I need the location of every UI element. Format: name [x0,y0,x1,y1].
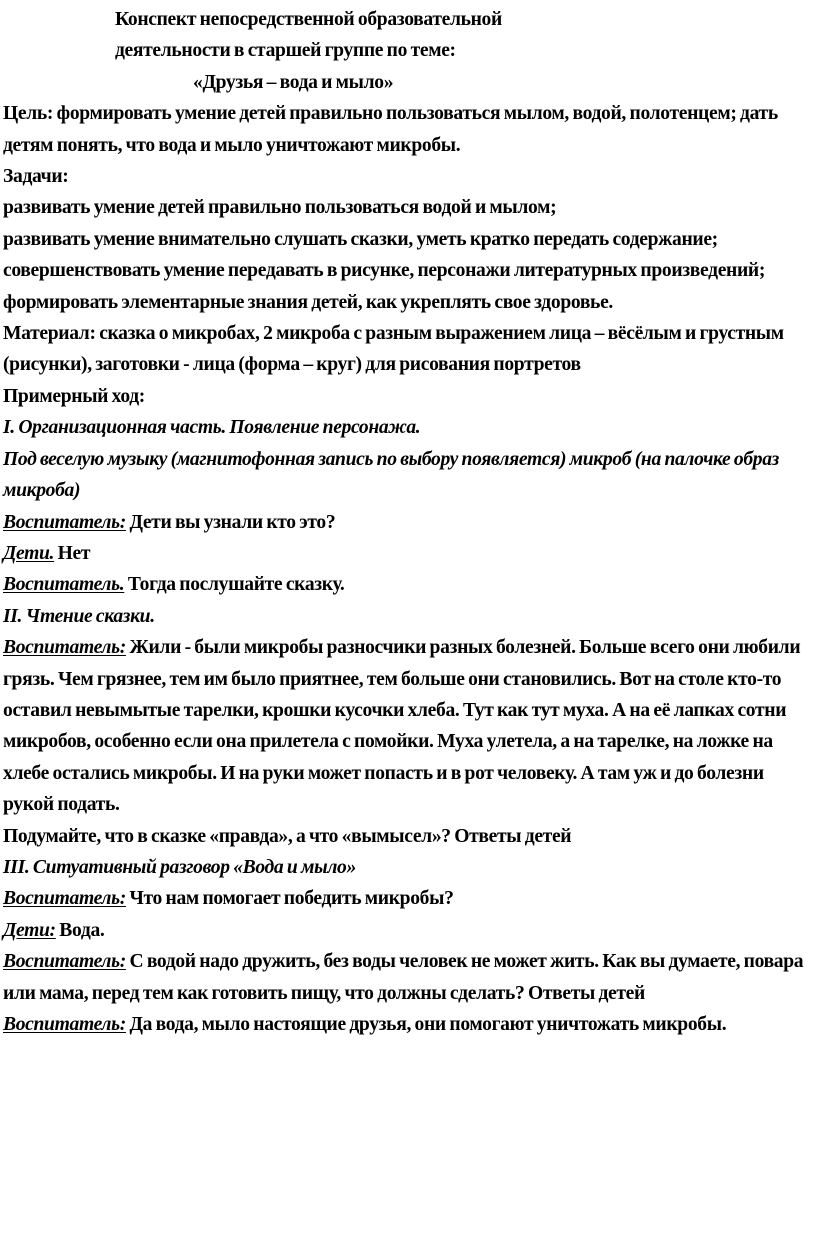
speaker-label: Воспитатель: [3,637,126,659]
dialogue-line [3,946,810,1009]
dialogue-text: Дети вы узнали кто это? [125,511,336,533]
section1-heading: I. Организационная часть. Появление персонажа. [3,417,421,439]
dialogue-line [3,507,810,538]
goal-text: формировать умение детей правильно пользоваться мылом, водой, полотенцем; дать детям понять, что вода и мыло уничтожают микробы. [3,103,778,156]
tasks-label: Задачи: [3,166,69,188]
dialogue-line [3,883,810,914]
section2-heading: II. Чтение сказки. [3,605,155,627]
task-item: развивать умение внимательно слушать сказки, уметь кратко передать содержание; [3,228,718,250]
title-line-3: «Друзья – вода и мыло» [193,71,394,93]
material-paragraph [3,318,810,381]
dialogue-text: Вода. [55,919,105,941]
title-line-2: деятельности в старшей группе по теме: [115,40,456,62]
material-text: сказка о микробах, 2 микроба с разным выражением лица – вёсёлым и грустным (рисунки), заготовки - лица (форма – круг) для рисования портретов [3,323,784,376]
speaker-label: Воспитатель: [3,1014,126,1035]
story-question: Подумайте, что в сказке «правда», а что «вымысел»? Ответы детей [3,825,572,847]
material-label: Материал: [3,323,96,345]
story-text: Жили - были микробы разносчики разных болезней. Больше всего они любили грязь. Чем грязнее, тем им было приятнее, тем больше они становились. Вот на столе кто-то оставил невымытые тарелки, крошки кусочки хлеба. Тут как тут муха. А на её лапках сотни микробов, особенно если она прилетела с помойки. Муха улетела, а на тарелке, на ложке на хлебе остались микробы. И на руки может попасть и в рот человеку. А там уж и до болезни рукой подать. [3,637,801,816]
dialogue-text: Нет [54,542,91,564]
speaker-label: Воспитатель. [3,574,125,596]
course-label: Примерный ход: [3,385,145,407]
speaker-label: Воспитатель: [3,951,126,973]
dialogue-line [3,569,810,600]
dialogue-line [3,538,810,569]
section1-intro: Под веселую музыку (магнитофонная запись по выбору появляется) микроб (на палочке образ микроба) [3,448,779,502]
speaker-label: Воспитатель: [3,511,126,533]
speaker-label: Дети: [3,919,56,941]
task-item: развивать умение детей правильно пользоваться водой и мылом; [3,197,557,219]
dialogue-text: Да вода, мыло настоящие друзья, они помогают уничтожать микробы. [125,1014,727,1035]
speaker-label: Дети. [3,542,55,564]
goal-paragraph [3,98,810,161]
dialogue-text: Тогда послушайте сказку. [124,574,345,596]
task-item: формировать элементарные знания детей, как укреплять свое здоровье. [3,291,613,313]
dialogue-text: С водой надо дружить, без воды человек не может жить. Как вы думаете, повара или мама, перед тем как готовить пищу, что должны сделать? Ответы детей [3,951,804,1004]
dialogue-text: Что нам помогает победить микробы? [125,888,454,910]
dialogue-line [3,915,810,946]
title-line-1: Конспект непосредственной образовательной [115,9,502,30]
task-item: совершенствовать умение передавать в рисунке, персонажи литературных произведений; [3,260,766,282]
speaker-label: Воспитатель: [3,888,126,910]
section3-heading: III. Ситуативный разговор «Вода и мыло» [3,856,356,878]
dialogue-line [3,1009,810,1040]
goal-label: Цель: [3,103,54,125]
story-paragraph [3,632,810,820]
